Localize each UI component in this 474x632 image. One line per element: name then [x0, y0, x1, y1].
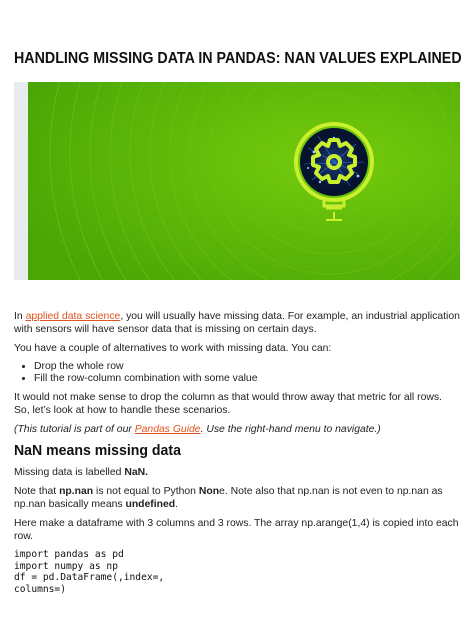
- article-body: [14, 310, 460, 595]
- intro-paragraph-3: It would not make sense to drop the column as that would throw away that metric for all rows. So, let’s look at how to handle these scenarios.: [14, 392, 442, 416]
- hero-image: [14, 82, 460, 280]
- intro-paragraph-1: [14, 310, 460, 336]
- section-heading: NaN means missing data: [14, 442, 181, 459]
- options-list: [28, 361, 460, 385]
- section-paragraph-2: [14, 485, 460, 511]
- section-paragraph-3: Here make a dataframe with 3 columns and 3 rows. The array np.arange(1,4) is copied into each row.: [14, 518, 459, 542]
- text: e. Note also that np.nan is not even to np.nan as np.nan basically means: [14, 486, 443, 510]
- bold-text: np.nan: [59, 486, 94, 497]
- list-item: • Drop the whole row: [34, 361, 460, 373]
- page-title: HANDLING MISSING DATA IN PANDAS: NAN VALUES EXPLAINED: [14, 50, 462, 67]
- section-paragraph-1: [14, 466, 460, 479]
- text: .: [175, 499, 179, 510]
- text: (This tutorial is part of our: [14, 424, 135, 435]
- text: , you will usually have missing data. For example, an industrial application with sensors will have sensor data that is missing on certain days.: [14, 311, 460, 335]
- code-block: import pandas as pd import numpy as np df = pd.DataFrame(,index=, columns=): [14, 549, 165, 595]
- text: Missing data is labelled: [14, 467, 125, 478]
- intro-paragraph-2: You have a couple of alternatives to work with missing data. You can:: [14, 343, 332, 354]
- bold-text: undefined: [125, 499, 176, 510]
- list-item: • Fill the row-column combination with some value: [34, 373, 460, 385]
- hero-illustration: [28, 82, 460, 280]
- applied-data-science-link[interactable]: applied data science: [25, 311, 121, 322]
- text: Note that: [14, 486, 60, 497]
- bold-text: NaN.: [124, 467, 149, 478]
- text: is not equal to Python: [93, 486, 199, 497]
- bold-text: Non: [198, 486, 220, 497]
- pandas-guide-link[interactable]: Pandas Guide: [134, 424, 201, 435]
- tutorial-note: [14, 423, 460, 436]
- text: . Use the right-hand menu to navigate.): [200, 424, 381, 435]
- text: In: [14, 311, 26, 322]
